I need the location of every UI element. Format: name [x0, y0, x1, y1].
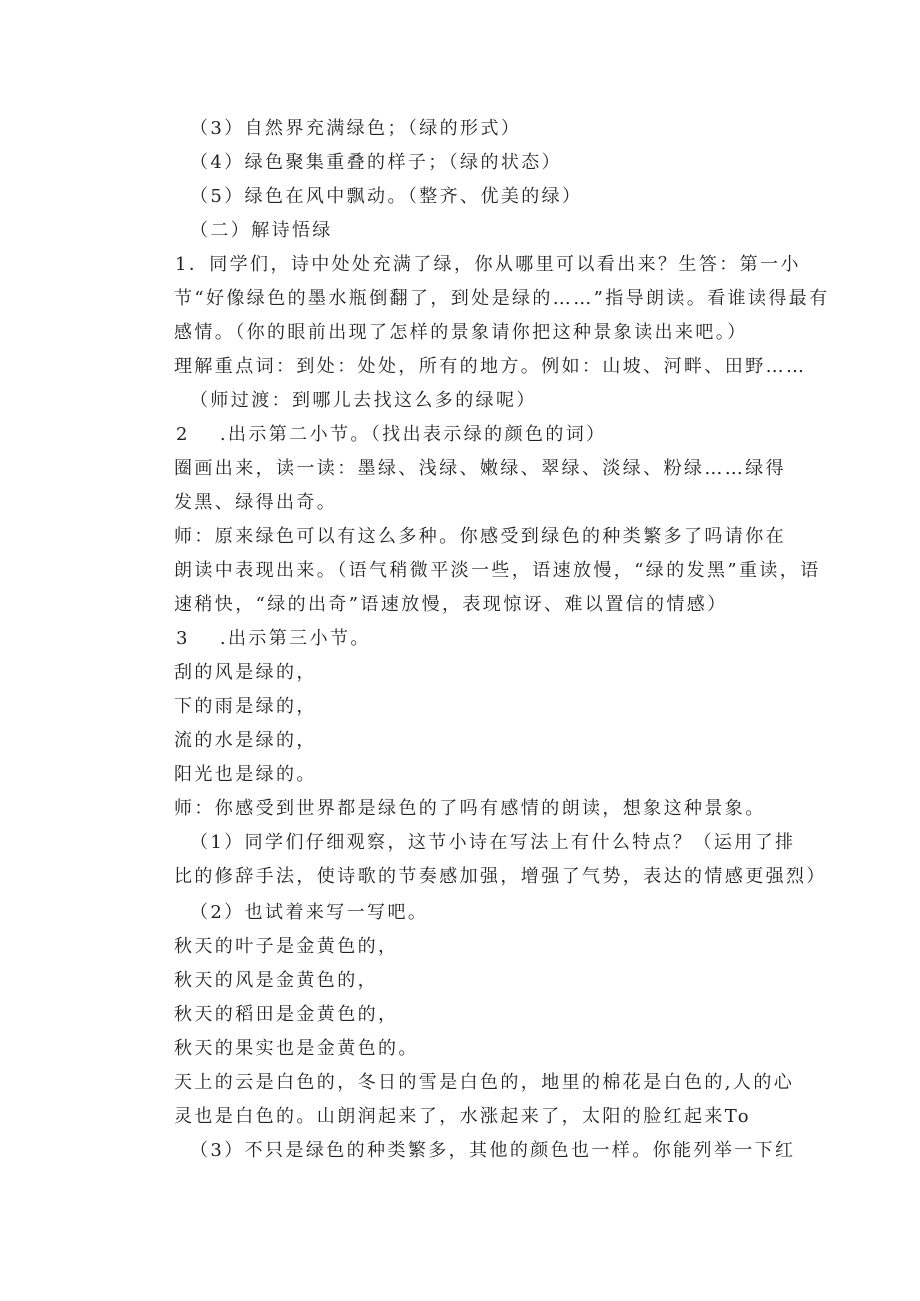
poem-line: 阳光也是绿的。: [174, 764, 317, 785]
item-text: .出示第二小节。（找出表示绿的颜色的词）: [219, 424, 607, 445]
text-line: 1．同学们，诗中处处充满了绿，你从哪里可以看出来？生答：第一小: [175, 254, 801, 275]
poem-line: 流的水是绿的，: [174, 730, 317, 751]
text-line: 师：原来绿色可以有这么多种。你感受到绿色的种类繁多了吗请你在: [174, 526, 786, 547]
item-number: 2: [176, 424, 190, 445]
poem-line: 刮的风是绿的，: [174, 662, 317, 683]
text-line: （3）自然界充满绿色；（绿的形式）: [190, 118, 522, 139]
text-line: 天上的云是白色的，冬日的雪是白色的，地里的棉花是白色的,人的心: [174, 1072, 795, 1093]
text-line: （5）绿色在风中飘动。（整齐、优美的绿）: [190, 186, 583, 207]
text-line: 灵也是白色的。山朗润起来了，水涨起来了，太阳的脸红起来To: [174, 1106, 752, 1127]
text-line: 发黑、绿得出奇。: [174, 492, 338, 513]
text-line: 圈画出来，读一读：墨绿、浅绿、嫩绿、翠绿、淡绿、粉绿……绿得: [174, 458, 786, 479]
item-text: .出示第三小节。: [219, 628, 371, 649]
poem-line: 秋天的风是金黄色的，: [174, 970, 378, 991]
text-line: （3）不只是绿色的种类繁多，其他的颜色也一样。你能列举一下红: [190, 1140, 796, 1161]
text-line: 节“好像绿色的墨水瓶倒翻了，到处是绿的……”指导朗读。看谁读得最有: [174, 288, 830, 309]
section-heading: （二）解诗悟绿: [190, 220, 333, 241]
text-line: （2）也试着来写一写吧。: [190, 902, 429, 923]
poem-line: 秋天的叶子是金黄色的，: [174, 936, 399, 957]
text-line: 速稍快，“绿的出奇”语速放慢，表现惊讶、难以置信的情感）: [174, 594, 728, 615]
text-line: （师过渡：到哪儿去找这么多的绿呢）: [190, 390, 537, 411]
text-line: 比的修辞手法，使诗歌的节奏感加强，增强了气势，表达的情感更强烈）: [174, 866, 827, 887]
text-line: 感情。（你的眼前出现了怎样的景象请你把这种景象读出来吧。）: [174, 322, 748, 343]
text-line: [176, 422, 607, 448]
poem-line: 下的雨是绿的，: [174, 696, 317, 717]
text-line: 朗读中表现出来。（语气稍微平淡一些，语速放慢，“绿的发黑”重读，语: [174, 560, 821, 581]
text-line: （1）同学们仔细观察，这节小诗在写法上有什么特点？（运用了排: [190, 832, 796, 853]
text-line: 师：你感受到世界都是绿色的了吗有感情的朗读，想象这种景象。: [174, 798, 766, 819]
poem-line: 秋天的果实也是金黄色的。: [174, 1038, 419, 1059]
text-line: （4）绿色聚集重叠的样子；（绿的状态）: [190, 152, 563, 173]
item-number: 3: [176, 628, 190, 649]
poem-line: 秋天的稻田是金黄色的，: [174, 1004, 399, 1025]
text-line: 理解重点词：到处：处处，所有的地方。例如：山坡、河畔、田野……: [174, 356, 807, 377]
text-line: [176, 626, 371, 652]
